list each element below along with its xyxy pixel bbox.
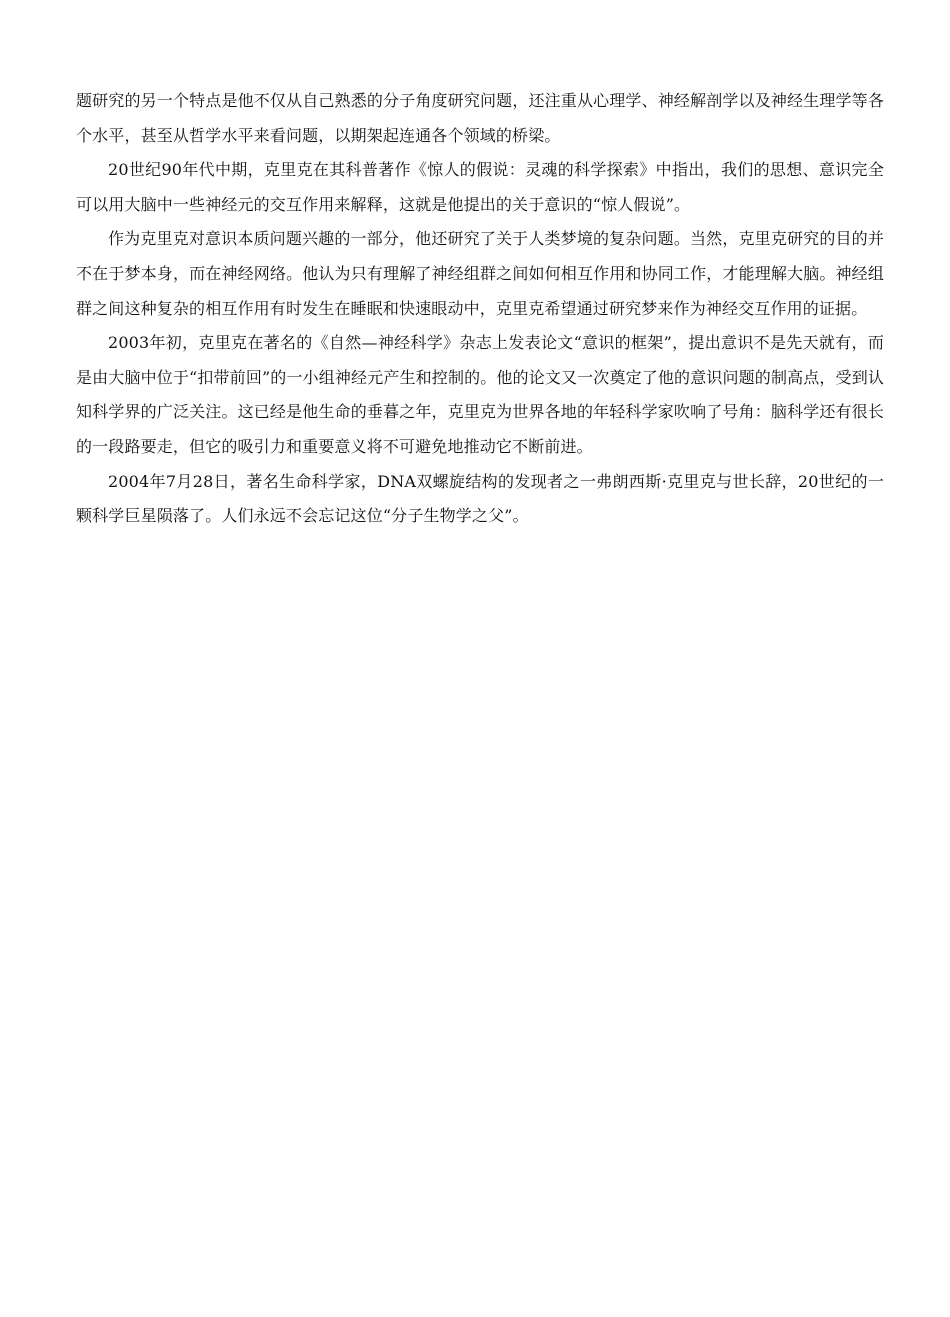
body-text — [76, 84, 884, 534]
paragraph-hypothesis: 20世纪90年代中期，克里克在其科普著作《惊人的假说：灵魂的科学探索》中指出，我们的思想、意识完全可以用大脑中一些神经元的交互作用来解释，这就是他提出的关于意识的“惊人假说”。 — [76, 160, 884, 214]
paragraph-consciousness-framework: 2003年初，克里克在著名的《自然—神经科学》杂志上发表论文“意识的框架”，提出意识不是先天就有，而是由大脑中位于“扣带前回”的一小组神经元产生和控制的。他的论文又一次奠定了他的意识问题的制高点，受到认知科学界的广泛关注。这已经是他生命的垂暮之年，克里克为世界各地的年轻科学家吹响了号角：脑科学还有很长的一段路要走，但它的吸引力和重要意义将不可避免地推动它不断前进。 — [76, 333, 885, 456]
paragraph-continued: 题研究的另一个特点是他不仅从自己熟悉的分子角度研究问题，还注重从心理学、神经解剖学以及神经生理学等各个水平，甚至从哲学水平来看问题，以期架起连通各个领域的桥梁。 — [76, 91, 884, 145]
paragraph-death: 2004年7月28日，著名生命科学家，DNA双螺旋结构的发现者之一弗朗西斯·克里克与世长辞，20世纪的一颗科学巨星陨落了。人们永远不会忘记这位“分子生物学之父”。 — [76, 471, 884, 526]
paragraph-dreams: 作为克里克对意识本质问题兴趣的一部分，他还研究了关于人类梦境的复杂问题。当然，克里克研究的目的并不在于梦本身，而在神经网络。他认为只有理解了神经组群之间如何相互作用和协同工作，才能理解大脑。神经组群之间这种复杂的相互作用有时发生在睡眠和快速眼动中，克里克希望通过研究梦来作为神经交互作用的证据。 — [76, 229, 884, 318]
